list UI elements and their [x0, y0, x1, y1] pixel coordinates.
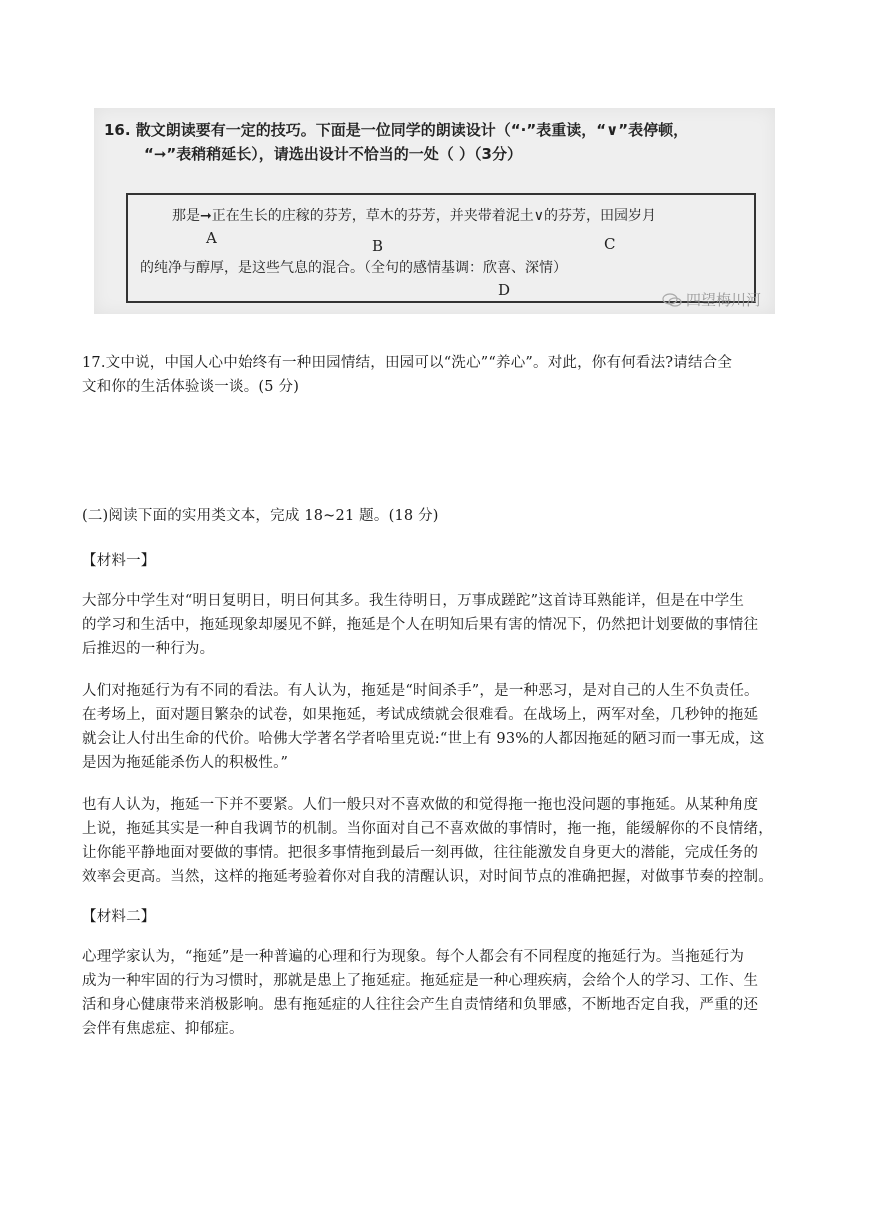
paragraph-line: 上说，拖延其实是一种自我调节的机制。当你面对自己不喜欢做的事情时，拖一拖，能缓解你的不良情绪， [82, 821, 773, 837]
material-1-paragraph-2 [82, 679, 792, 775]
question-17 [82, 351, 792, 399]
question-17-line2: 文和你的生活体验谈一谈。(5 分) [82, 379, 300, 395]
paragraph-line: 成为一种牢固的行为习惯时，那就是患上了拖延症。拖延症是一种心理疾病，会给个人的学习、工作、生 [82, 973, 759, 989]
question-17-line1: 17.文中说，中国人心中始终有一种田园情结，田园可以“洗心”“养心”。对此，你有何看法?请结合全 [82, 355, 733, 371]
section-2-heading: (二)阅读下面的实用类文本，完成 18~21 题。(18 分) [82, 508, 439, 524]
material-2-title: 【材料二】 [82, 909, 156, 925]
wechat-icon [662, 293, 682, 307]
option-a-label: A [206, 229, 217, 247]
paragraph-line: 活和身心健康带来消极影响。患有拖延症的人往往会产生自责情绪和负罪感，不断地否定自我，严重的还 [82, 997, 759, 1013]
paragraph-line: 是因为拖延能杀伤人的积极性。” [82, 755, 289, 771]
paragraph-line: 就会让人付出生命的代价。哈佛大学著名学者哈里克说:“世上有 93%的人都因拖延的陋习而一事无成，这 [82, 731, 765, 747]
passage-line1: 那是➞正在生长的庄稼的芬芳，草木的芬芳，并夹带着泥土∨的芬芳，田园岁月 [172, 208, 656, 224]
passage-line2: 的纯净与醇厚，是这些气息的混合。（全句的感情基调：欣喜、深情） [140, 260, 567, 276]
material-1-title: 【材料一】 [82, 553, 156, 569]
paragraph-line: 后推迟的一种行为。 [82, 641, 215, 657]
option-d-label: D [498, 281, 511, 299]
option-b-label: B [372, 237, 384, 255]
paragraph-line: 会伴有焦虑症、抑郁症。 [82, 1021, 244, 1037]
material-2-paragraph-1 [82, 945, 792, 1041]
option-c-label: C [604, 235, 616, 253]
paragraph-line: 人们对拖延行为有不同的看法。有人认为，拖延是“时间杀手”，是一种恶习，是对自己的人生不负责任。 [82, 683, 759, 699]
paragraph-line: 在考场上，面对题目繁杂的试卷，如果拖延，考试成绩就会很难看。在战场上，两军对垒，几秒钟的拖延 [82, 707, 759, 723]
watermark-text: 四望梅川河 [685, 291, 761, 309]
material-1-paragraph-1 [82, 589, 792, 661]
paragraph-line: 大部分中学生对“明日复明日，明日何其多。我生待明日，万事成蹉跎”这首诗耳熟能详，但是在中学生 [82, 593, 745, 609]
question-16-prompt-line1: 16. 散文朗读要有一定的技巧。下面是一位同学的朗读设计（“·”表重读，“∨”表停顿， [104, 121, 689, 139]
material-1-paragraph-3 [82, 793, 792, 889]
question-16-scan [94, 108, 775, 314]
paragraph-line: 也有人认为，拖延一下并不要紧。人们一般只对不喜欢做的和觉得拖一拖也没问题的事拖延。从某种角度 [82, 797, 759, 813]
paragraph-line: 让你能平静地面对要做的事情。把很多事情拖到最后一刻再做，往往能激发自身更大的潜能，完成任务的 [82, 845, 759, 861]
question-16-passage-box [126, 193, 756, 303]
paragraph-line: 的学习和生活中，拖延现象却屡见不鲜，拖延是个人在明知后果有害的情况下，仍然把计划要做的事情往 [82, 617, 759, 633]
paragraph-line: 心理学家认为，“拖延”是一种普遍的心理和行为现象。每个人都会有不同程度的拖延行为。当拖延行为 [82, 949, 745, 965]
question-16-prompt-line2: “➞”表稍稍延长），请选出设计不恰当的一处（ ）（3分） [144, 145, 522, 163]
question-16-prompt [104, 118, 764, 166]
watermark [662, 289, 761, 310]
paragraph-line: 效率会更高。当然，这样的拖延考验着你对自我的清醒认识，对时间节点的准确把握，对做事节奏的控制。 [82, 869, 773, 885]
